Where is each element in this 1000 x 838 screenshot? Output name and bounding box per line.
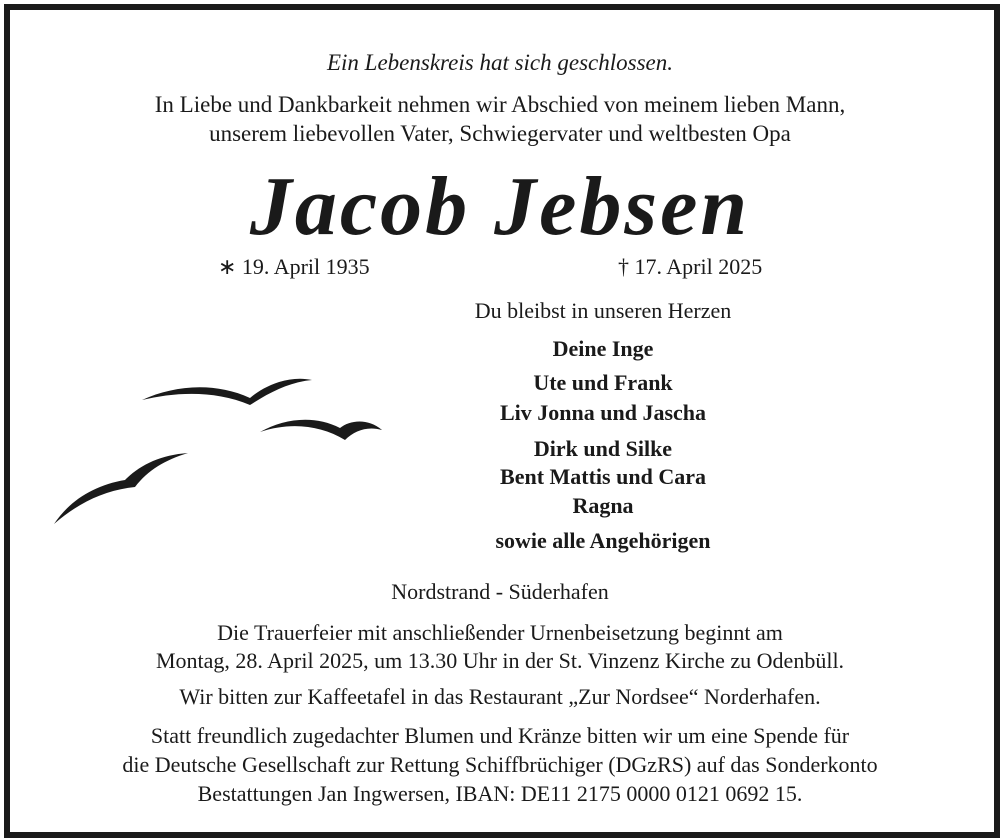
service-line-1: Die Trauerfeier mit anschließender Urnenbeisetzung beginnt am bbox=[217, 620, 783, 645]
deceased-name: Jacob Jebsen bbox=[249, 160, 751, 253]
mourner-line: Ragna bbox=[572, 493, 634, 518]
mourner-line: Deine Inge bbox=[552, 336, 654, 361]
donation-line-1: Statt freundlich zugedachter Blumen und Kränze bitten wir um eine Spende für bbox=[150, 723, 850, 748]
death-date: † 17. April 2025 bbox=[618, 254, 763, 279]
mourner-line: sowie alle Angehörigen bbox=[495, 528, 711, 553]
birth-date: ∗ 19. April 1935 bbox=[218, 254, 370, 279]
donation-line-2: die Deutsche Gesellschaft zur Rettung Schiffbrüchiger (DGzRS) auf das Sonderkonto bbox=[122, 752, 878, 777]
mourners-intro: Du bleibst in unseren Herzen bbox=[474, 298, 732, 323]
donation-line-3: Bestattungen Jan Ingwersen, IBAN: DE11 2175 0000 0121 0692 15. bbox=[197, 781, 803, 806]
intro-line-1: In Liebe und Dankbarkeit nehmen wir Abschied von meinem lieben Mann, bbox=[154, 92, 846, 117]
mourner-line: Bent Mattis und Cara bbox=[500, 464, 706, 489]
motto: Ein Lebenskreis hat sich geschlossen. bbox=[326, 50, 673, 75]
coffee-invitation: Wir bitten zur Kaffeetafel in das Restaurant „Zur Nordsee“ Norderhafen. bbox=[179, 684, 821, 709]
mourner-line: Dirk und Silke bbox=[533, 436, 673, 461]
mourner-line: Ute und Frank bbox=[533, 370, 673, 395]
seagulls-icon bbox=[50, 360, 390, 530]
place: Nordstrand - Süderhafen bbox=[391, 579, 609, 604]
mourner-line: Liv Jonna und Jascha bbox=[499, 400, 707, 425]
intro-line-2: unserem liebevollen Vater, Schwiegervater und weltbesten Opa bbox=[209, 121, 791, 146]
service-line-2: Montag, 28. April 2025, um 13.30 Uhr in der St. Vinzenz Kirche zu Odenbüll. bbox=[155, 648, 845, 673]
